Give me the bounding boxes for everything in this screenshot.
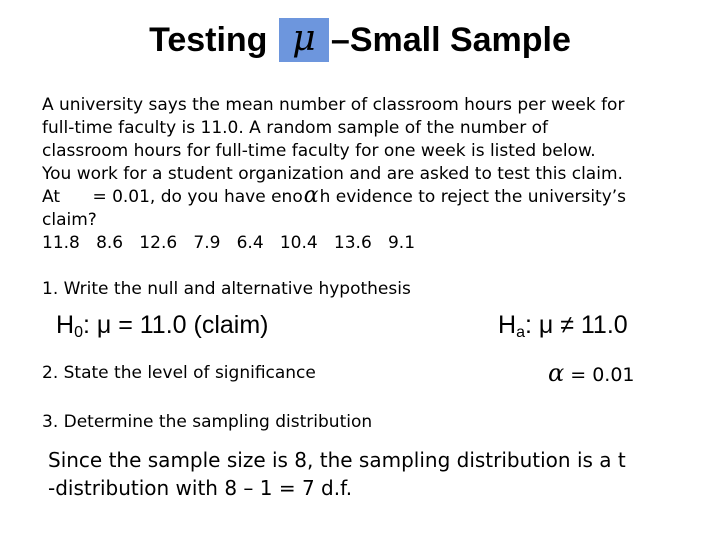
step-1-heading: 1. Write the null and alternative hypothesis: [42, 279, 411, 299]
title-prefix: Testing: [149, 21, 268, 59]
null-label: H: [56, 311, 75, 339]
mu-symbol-box: μ: [279, 18, 329, 62]
problem-statement: [42, 94, 682, 255]
conclusion-line-2: -distribution with 8 – 1 = 7 d.f.: [48, 476, 353, 500]
null-subscript: 0: [74, 324, 83, 341]
alternative-hypothesis: [498, 310, 628, 348]
alt-label: H: [498, 311, 517, 339]
line5-middle: = 0.01, do you have eno: [92, 187, 303, 207]
problem-line-1: A university says the mean number of classroom hours per week for: [42, 95, 625, 115]
alt-subscript: a: [516, 324, 525, 341]
null-hypothesis: [56, 310, 269, 348]
line5-suffix: h evidence to reject the university’s: [319, 187, 627, 207]
conclusion-text: [48, 446, 668, 502]
problem-line-2: full-time faculty is 11.0. A random sample of the number of: [42, 118, 548, 138]
step-2-heading: 2. State the level of significance: [42, 363, 316, 383]
alpha-symbol: α: [548, 359, 565, 387]
null-text: : μ = 11.0 (claim): [82, 311, 269, 339]
problem-line-5: [42, 183, 682, 209]
conclusion-line-1: Since the sample size is 8, the sampling distribution is a t: [48, 448, 626, 472]
alt-text: : μ ≠ 11.0: [524, 311, 628, 339]
slide-title: [0, 18, 720, 62]
step-3-heading: 3. Determine the sampling distribution: [42, 412, 373, 432]
significance-level: [548, 360, 635, 388]
alpha-value: = 0.01: [564, 364, 635, 386]
problem-line-4: You work for a student organization and are asked to test this claim.: [42, 164, 623, 184]
alpha-symbol-inline: α: [303, 183, 319, 208]
sample-data: 11.8 8.6 12.6 7.9 6.4 10.4 13.6 9.1: [42, 233, 416, 253]
title-suffix: –Small Sample: [330, 21, 571, 59]
problem-line-3: classroom hours for full-time faculty for one week is listed below.: [42, 141, 596, 161]
problem-line-6: claim?: [42, 210, 97, 230]
line5-prefix: At: [42, 187, 60, 207]
